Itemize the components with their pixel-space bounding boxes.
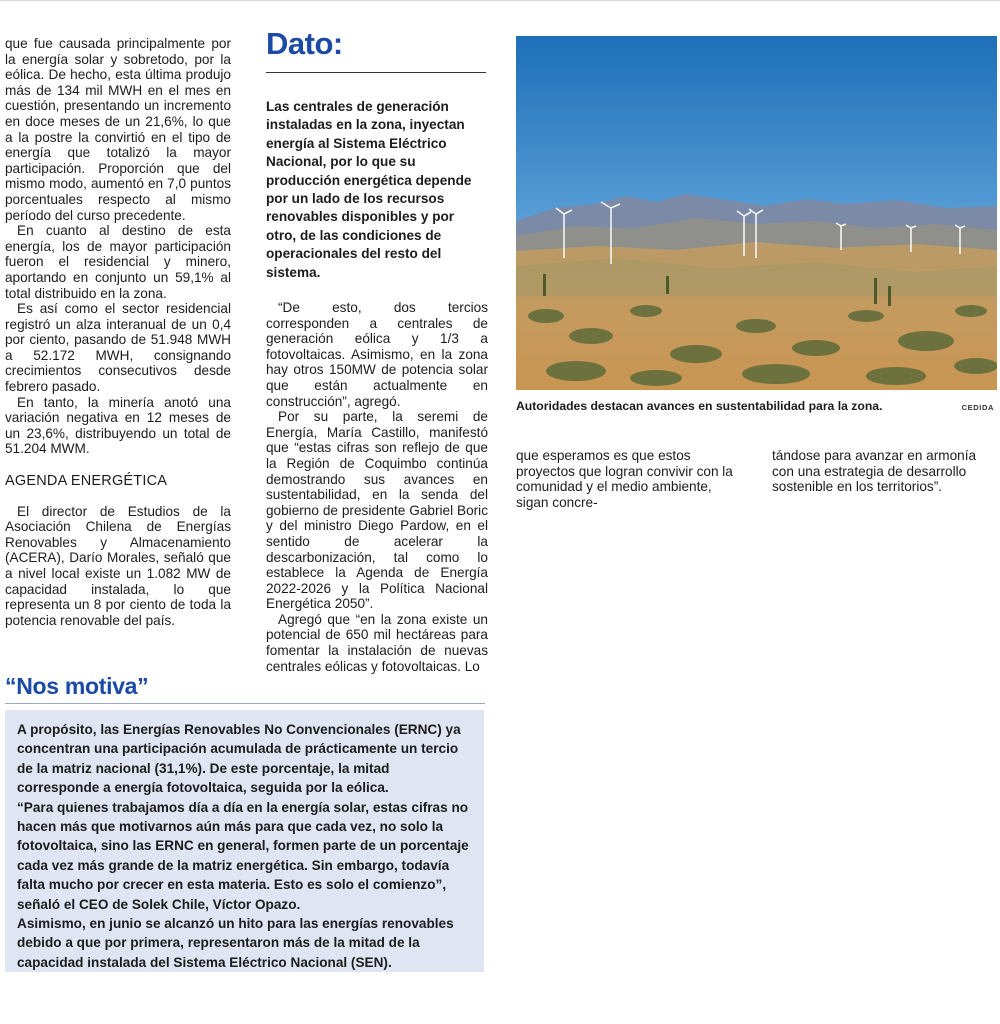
dato-heading: Dato: xyxy=(266,26,343,61)
article-column-2 xyxy=(266,300,488,674)
nos-motiva-divider xyxy=(5,703,485,704)
photo-credit: CEDIDA xyxy=(961,403,994,412)
article-column-1 xyxy=(5,36,231,628)
nos-motiva-box xyxy=(5,710,484,972)
nos-motiva-heading: “Nos motiva” xyxy=(5,673,149,699)
body-paragraph: tándose para avanzar en armonía con una estrategia de desarrollo sostenible en los territorios”. xyxy=(772,448,977,495)
box-paragraph: A propósito, las Energías Renovables No Convencionales (ERNC) ya concentran una participación acumulada de prácticamente un tercio de la matriz nacional (31,1%). De este porcentaje, la mitad corresponde a energía fotovoltaica, seguida por la eólica. xyxy=(17,722,461,796)
section-subhead: AGENDA ENERGÉTICA xyxy=(5,473,168,490)
box-paragraph: “Para quienes trabajamos día a día en la energía solar, estas cifras no hacen más que motivarnos aún más para que cada vez, no solo la fotovoltaica, sino las ERNC en general, formen parte de un porcentaje cada vez más grande de la matriz energética. Sin embargo, todavía falta mucho por crecer en esta materia. Esto es solo el comienzo”, señaló el CEO de Solek Chile, Víctor Opazo. xyxy=(17,799,469,912)
wind-farm-photo xyxy=(516,36,997,390)
dato-text: Las centrales de generación instaladas en la zona, inyectan energía al Sistema Eléctrico Nacional, por lo que su producción energética depende por un lado de los recursos renovables disponibles y por otro, de las condiciones de operacionales del resto del sistema. xyxy=(266,99,472,280)
body-paragraph: Es así como el sector residencial registró un alza interanual de un 0,4 por ciento, pasando de 51.948 MWH a 52.172 MWH, consignando crecimientos consecutivos desde febrero pasado. xyxy=(5,301,231,395)
body-paragraph: “De esto, dos tercios corresponden a centrales de generación eólica y 1/3 a fotovoltaicas. Asimismo, en la zona hay otros 150MW de potencia solar que están actualmente en construcción”, agregó. xyxy=(266,300,488,409)
top-divider xyxy=(0,0,1000,1)
body-paragraph: En tanto, la minería anotó una variación negativa en 12 meses de un 23,6%, distribuyendo un total de 51.204 MWM. xyxy=(5,394,231,457)
article-column-3 xyxy=(516,448,742,510)
body-paragraph: El director de Estudios de la Asociación Chilena de Energías Renovables y Almacenamiento (ACERA), Darío Morales, señaló que a nivel local existe un 1.082 MW de capacidad instalada, lo que representa un 8 por ciento de toda la potencia renovable del país. xyxy=(5,503,231,628)
body-paragraph: que esperamos es que estos proyectos que logran convivir con la comunidad y el medio ambiente, sigan concre- xyxy=(516,448,733,510)
article-column-4 xyxy=(772,448,996,495)
body-paragraph: que fue causada principalmente por la energía solar y sobretodo, por la eólica. De hecho, esta última produjo más de 134 mil MWH en el mes en cuestión, presentando un incremento en doce meses de un 21,6%, lo que a la postre la convirtió en el tipo de energía que totalizó la mayor participación. Proporción que del mismo modo, aumentó en 7,0 puntos porcentuales respecto al mismo período del curso precedente. xyxy=(5,36,231,223)
photo-caption: Autoridades destacan avances en sustentabilidad para la zona. xyxy=(516,399,883,413)
body-paragraph: En cuanto al destino de esta energía, los de mayor participación fueron el residencial y minero, aportando en conjunto un 59,1% al total distribuido en la zona. xyxy=(5,223,231,301)
box-paragraph: Asimismo, en junio se alcanzó un hito para las energías renovables debido a que por primera, representaron más de la mitad de la capacidad instalada del Sistema Eléctrico Nacional (SEN). xyxy=(17,916,454,970)
dato-divider xyxy=(266,72,486,73)
body-paragraph: Agregó que “en la zona existe un potencial de 650 mil hectáreas para fomentar la instalación de nuevas centrales eólicas y fotovoltaicas. Lo xyxy=(266,611,488,674)
body-paragraph: Por su parte, la seremi de Energía, María Castillo, manifestó que “estas cifras son reflejo de que la Región de Coquimbo continúa demostrando sus avances en sustentabilidad, en la senda del gobierno de presidente Gabriel Boric y del ministro Diego Pardow, en el sentido de acelerar la descarbonización, tal como lo establece la Agenda de Energía 2022-2026 y la Política Nacional Energética 2050”. xyxy=(266,409,488,612)
